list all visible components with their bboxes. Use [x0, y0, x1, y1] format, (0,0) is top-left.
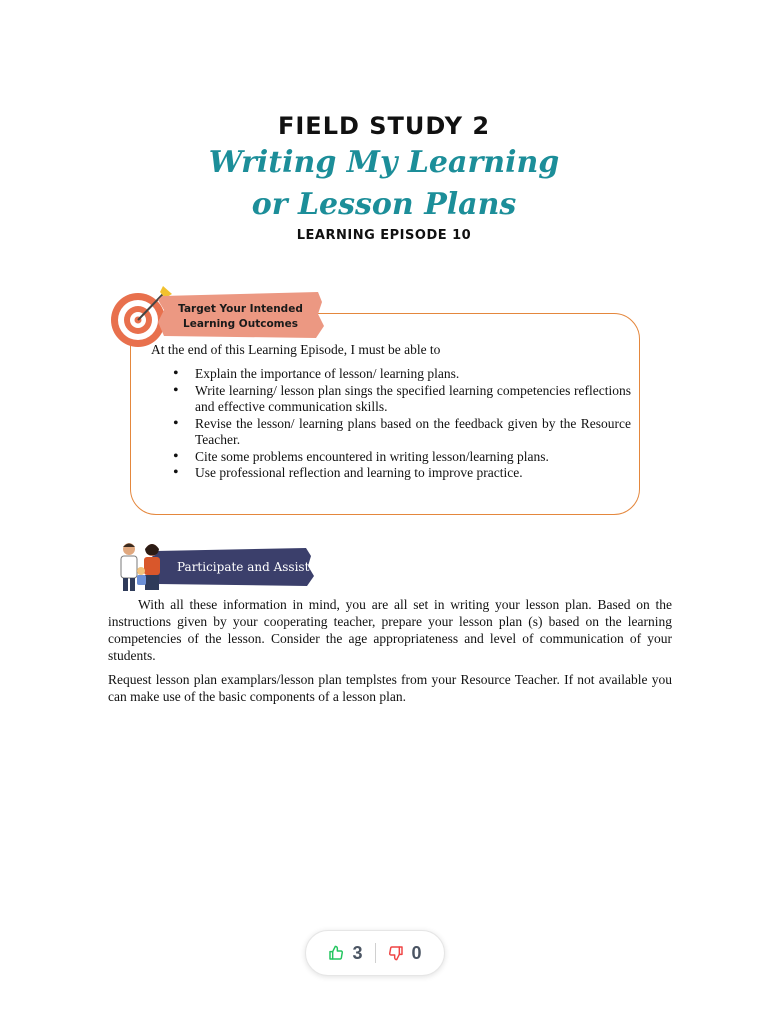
banner-label-line2: Learning Outcomes [183, 318, 298, 330]
list-item: • Explain the importance of lesson/ learning plans. [195, 366, 631, 383]
participate-paragraph-1: With all these information in mind, you are all set in writing your lesson plan. Based on the instructions given by your cooperating teacher, prepare your lesson plan (s) based on the learning competencies of the lesson. Consider the age appropriateness and level of communication of your students. [108, 597, 672, 663]
downvote-count: 0 [411, 942, 422, 963]
thumbs-down-icon [388, 945, 404, 961]
list-item: • Revise the lesson/ learning plans based on the feedback given by the Resource Teacher. [195, 416, 631, 449]
participate-paragraph-2: Request lesson plan examplars/lesson plan templstes from your Resource Teacher. If not available you can make use of the basic components of a lesson plan. [108, 672, 672, 704]
outcomes-banner-label [168, 302, 313, 332]
page-title-line2: or Lesson Plans [251, 187, 517, 222]
downvote-button[interactable] [388, 943, 422, 964]
thumbs-up-icon [328, 945, 344, 961]
participate-banner-label: Participate and Assist [177, 560, 310, 574]
upvote-button[interactable] [328, 943, 362, 964]
banner-label-line1: Target Your Intended [178, 303, 303, 315]
page-title [0, 142, 768, 226]
page-title-line1: Writing My Learning [208, 145, 560, 180]
list-item: • Write learning/ lesson plan sings the specified learning competencies reflections and effective communication skills. [195, 383, 631, 416]
people-illustration-icon [112, 541, 170, 593]
outcomes-list [195, 366, 631, 482]
list-item: • Use professional reflection and learning to improve practice. [195, 465, 631, 482]
episode-subtitle: LEARNING EPISODE 10 [296, 228, 472, 243]
list-item: • Cite some problems encountered in writing lesson/learning plans. [195, 449, 631, 466]
vote-divider [375, 943, 376, 963]
vote-widget [305, 930, 445, 976]
field-study-heading: FIELD STUDY 2 [277, 112, 491, 140]
upvote-count: 3 [352, 942, 363, 963]
outcomes-intro: At the end of this Learning Episode, I must be able to [151, 342, 441, 357]
